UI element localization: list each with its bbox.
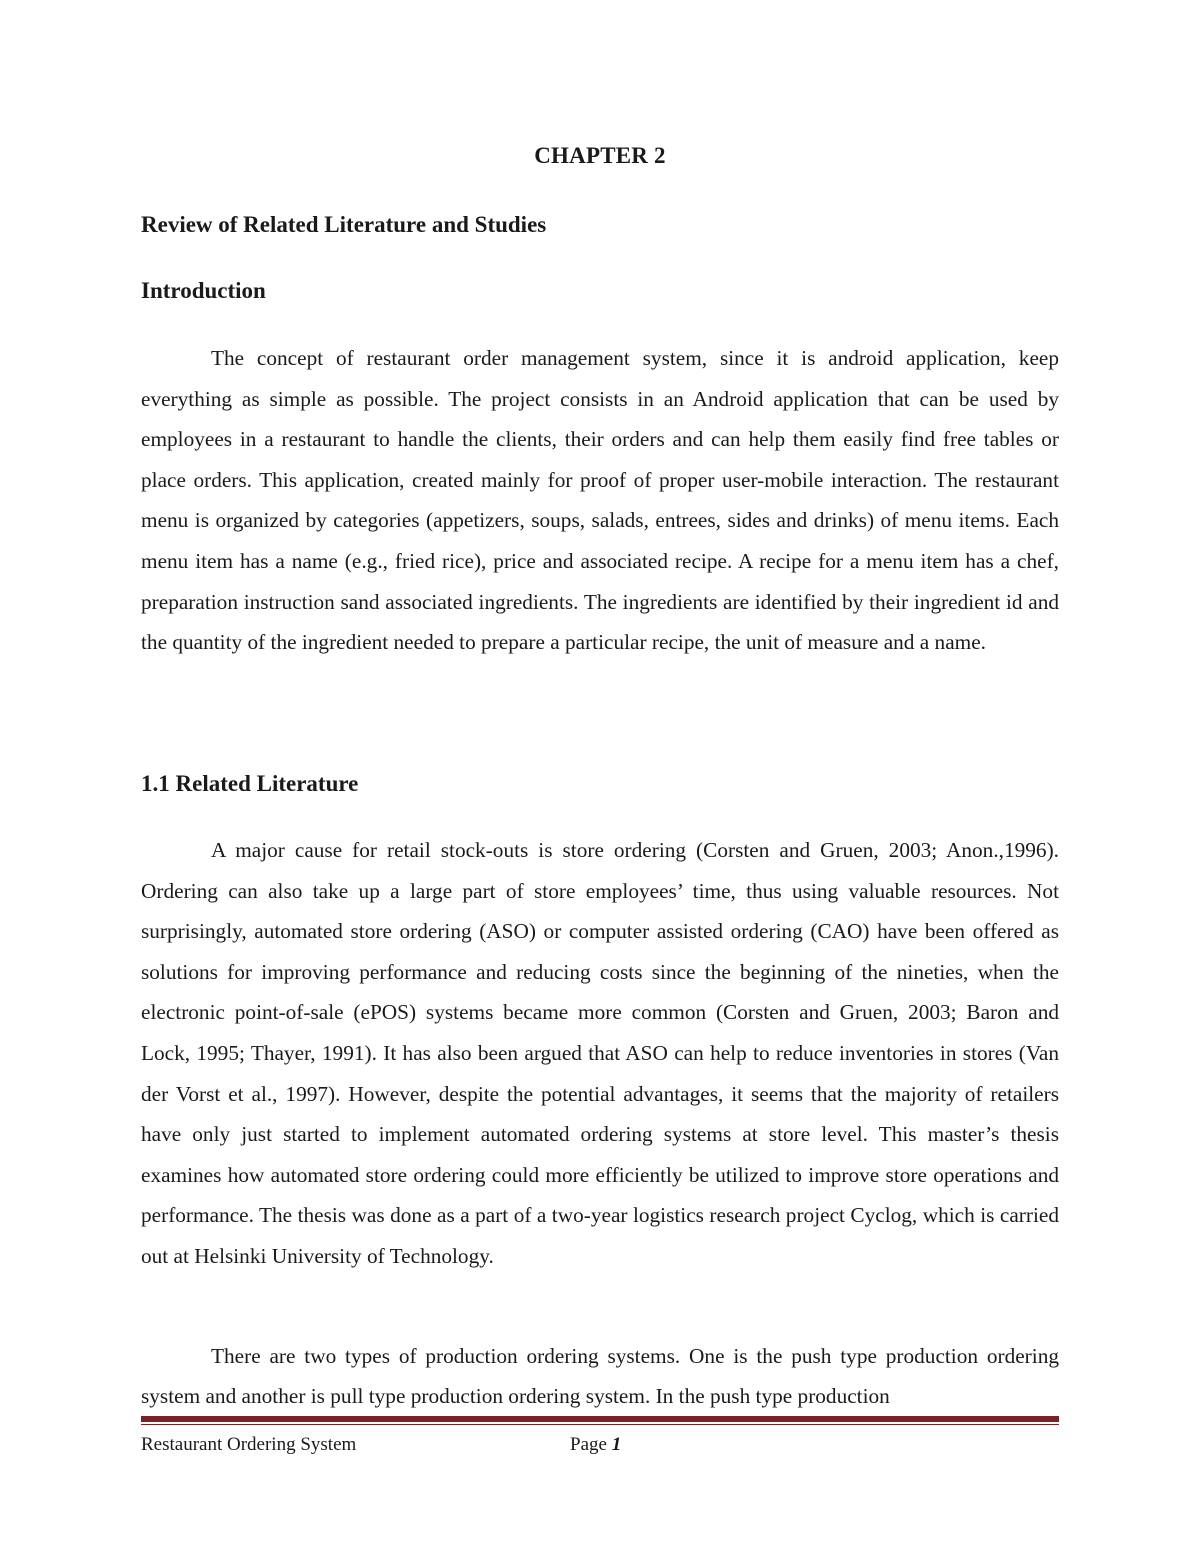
footer-page-label: Page <box>570 1434 607 1455</box>
footer-title: Restaurant Ordering System <box>141 1434 357 1455</box>
ordering-systems-paragraph: There are two types of production ordering systems. One is the push type production ordering system and another is pull type production ordering system. In the push type production <box>141 1344 1059 1408</box>
introduction-heading: Introduction <box>141 278 266 303</box>
review-heading: Review of Related Literature and Studies <box>141 212 547 237</box>
related-literature-paragraph: A major cause for retail stock-outs is store ordering (Corsten and Gruen, 2003; Anon.,1996). Ordering can also take up a large part of store employees’ time, thus using valuable resources. Not surprisingly, automated store ordering (ASO) or computer assisted ordering (CAO) have been offered as solutions for improving performance and reducing costs since the beginning of the nineties, when the electronic point-of-sale (ePOS) systems became more common (Corsten and Gruen, 2003; Baron and Lock, 1995; Thayer, 1991). It has also been argued that ASO can help to reduce inventories in stores (Van der Vorst et al., 1997). However, despite the potential advantages, it seems that the majority of retailers have only just started to implement automated ordering systems at store level. This master’s thesis examines how automated store ordering could more efficiently be utilized to improve store operations and performance. The thesis was done as a part of a two-year logistics research project Cyclog, which is carried out at Helsinki University of Technology. <box>141 838 1059 1268</box>
footer-rule-thin <box>141 1424 1059 1425</box>
document-page <box>141 0 1059 1553</box>
footer-page <box>570 1434 621 1456</box>
footer-rule <box>141 1416 1059 1422</box>
footer-page-number: 1 <box>611 1434 622 1455</box>
chapter-title: CHAPTER 2 <box>534 143 666 168</box>
introduction-paragraph: The concept of restaurant order management system, since it is android application, keep everything as simple as possible. The project consists in an Android application that can be used by employees in a restaurant to handle the clients, their orders and can help them easily find free tables or place orders. This application, created mainly for proof of proper user-mobile interaction. The restaurant menu is organized by categories (appetizers, soups, salads, entrees, sides and drinks) of menu items. Each menu item has a name (e.g., fried rice), price and associated recipe. A recipe for a menu item has a chef, preparation instruction sand associated ingredients. The ingredients are identified by their ingredient id and the quantity of the ingredient needed to prepare a particular recipe, the unit of measure and a name. <box>141 346 1059 655</box>
related-literature-heading: 1.1 Related Literature <box>141 771 359 796</box>
